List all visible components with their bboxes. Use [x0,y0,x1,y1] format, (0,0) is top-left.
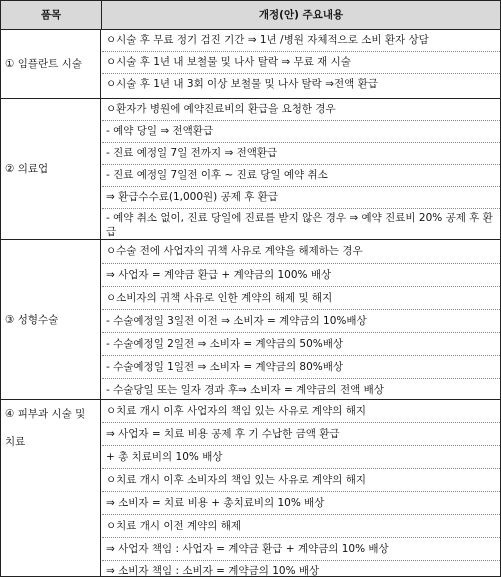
list-item: ㅇ소비자의 귀책 사유로 인한 계약의 해제 및 해지 [102,287,500,310]
list-item: ⇒ 사업자 = 치료 비용 공제 후 기 수납한 금액 환급 [102,423,500,446]
list-item: ㅇ치료 개시 이전 계약의 해제 [102,515,500,538]
section-medical [1,99,500,240]
list-item: ⇒ 환급수수료(1,000원) 공제 후 환급 [102,187,500,209]
list-item: ⇒ 사업자 책임 : 사업자 = 계약금 환급 + 계약금의 10% 배상 [102,538,500,561]
list-item: - 수술예정일 2일전 ⇒ 소비자 = 계약금의 50%배상 [102,333,500,356]
header-content: 개정(안) 주요내용 [258,9,344,21]
section-items [102,400,500,581]
list-item: - 수술당일 또는 일자 경과 후⇒ 소비자 = 계약금의 전액 배상 [106,384,384,396]
section-items [102,240,500,401]
list-item: - 진료 예정일 7일전 이후 ~ 진료 당일 예약 취소 [102,165,500,187]
list-item: - 수술예정일 3일전 이전 ⇒ 소비자 = 계약금의 10%배상 [102,310,500,333]
section-plastic-surgery [1,240,500,400]
section-items [102,99,500,241]
section-category: ③ 성형수술 [1,240,101,399]
section-dermatology [1,400,500,576]
list-item: ㅇ수술 전에 사업자의 귀책 사유로 계약을 해제하는 경우 [102,240,500,264]
list-item: ⇒ 사업자 = 계약금 환급 + 계약금의 100% 배상 [102,264,500,287]
section-category: ② 의료업 [1,99,101,239]
list-item: ㅇ치료 개시 이후 소비자의 책임 있는 사유로 계약의 해지 [102,469,500,492]
list-item: ㅇ시술 후 1년 내 보철물 및 나사 탈락 ⇒ 무료 재 시술 [102,52,500,74]
list-item: - 진료 예정일 7일 전까지 ⇒ 전액환급 [102,143,500,165]
list-item: ⇒ 소비자 책임 : 소비자 = 계약금의 10% 배상 [106,565,320,577]
list-item: ㅇ환자가 병원에 예약진료비의 환급을 요청한 경우 [102,99,500,121]
section-category: ④ 피부과 시술 및 치료 [1,400,101,576]
section-implant [1,30,500,99]
list-item: ㅇ시술 후 무료 정기 검진 기간 ⇒ 1년 /병원 자체적으로 소비 환자 상담 [102,30,500,52]
header-category: 품목 [1,1,102,29]
list-item: ⇒ 소비자 = 치료 비용 + 총치료비의 10% 배상 [102,492,500,515]
section-category: ① 임플란트 시술 [1,30,101,98]
list-item: - 예약 당일 ⇒ 전액환급 [102,121,500,143]
list-item: ㅇ치료 개시 이후 사업자의 책임 있는 사유로 계약의 해지 [102,400,500,423]
table-header [1,1,500,30]
section-items [102,30,500,95]
list-item: + 총 치료비의 10% 배상 [102,446,500,469]
list-item: - 수술예정일 1일전 ⇒ 소비자 = 계약금의 80%배상 [102,356,500,379]
list-item: - 예약 취소 없이, 진료 당일에 진료를 받지 않은 경우 ⇒ 예약 진료비 20% 공제 후 환급 [106,212,493,238]
list-item: ㅇ시술 후 1년 내 3회 이상 보철물 및 나사 탈락 ⇒전액 환급 [106,78,378,90]
